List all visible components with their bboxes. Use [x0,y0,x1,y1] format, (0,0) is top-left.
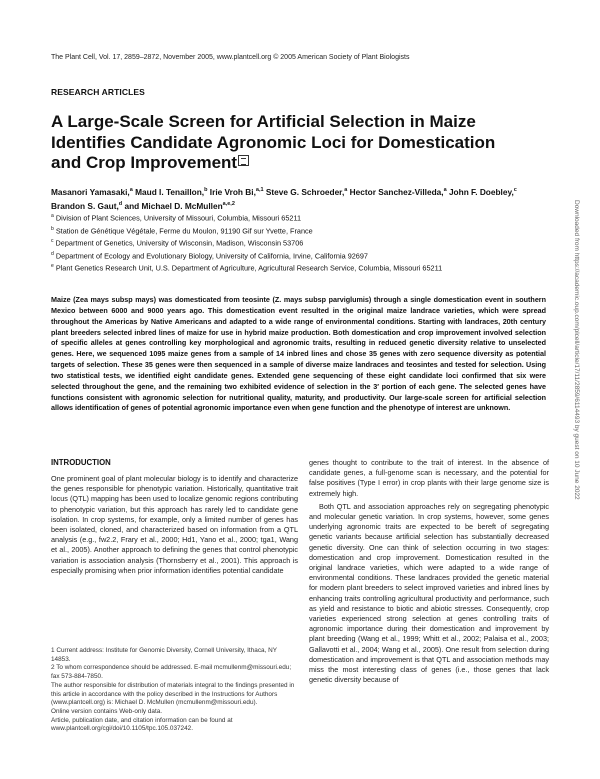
intro-paragraph-right-1: genes thought to contribute to the trait of interest. In the absence of candidate genes, a full-genome scan is necessary, and the potential for false positives (Type I error) in crop plants with their large genome size is extremely high. [309,458,549,498]
journal-header: The Plant Cell, Vol. 17, 2859–2872, November 2005, www.plantcell.org © 2005 American Society of Plant Biologists [51,54,410,61]
left-column [51,458,298,576]
article-title [51,112,511,174]
section-label: RESEARCH ARTICLES [51,87,145,97]
author: John F. Doebley,$^c$ [448,186,517,197]
footnote: Online version contains Web-only data. [51,707,163,715]
affiliation: $^b$ Station de Génétique Végétale, Ferme du Moulon, 91190 Gif sur Yvette, France [51,225,313,235]
footnote: 1 Current address: Institute for Genomic Diversity, Cornell University, Ithaca, NY 14853. [51,647,277,663]
author: Masanori Yamasaki,$^a$ [51,186,133,197]
title-text: A Large-Scale Screen for Artificial Selection in Maize Identifies Candidate Agronomic Loci for Domestication and Crop Improvement [51,112,496,172]
footnote: The author responsible for distribution of materials integral to the findings presented in this article in accordance with the policy described in the Instructions for Authors (www.plantcell.org) is: Michael D. McMullen (mcmullenm@missouri.edu). [51,681,295,707]
intro-paragraph-right-2: Both QTL and association approaches rely on segregating phenotypic and molecular genetic variation. In crop systems, however, some genes underlying agronomic traits are expected to be bereft of segregating genetic variants because artificial selection has substantially decreased genetic diversity. One can think of selection occurring in two stages: domestication and crop improvement. Domestication resulted in the original landrace varieties, which were adapted to a wide range of environmental conditions. These landraces provided the genetic material for modern plant breeders to select improved varieties and inbred lines by enhancing traits controlling agricultural productivity and performance, such as yield and resistance to biotic and abiotic stresses. Consequently, crop varieties experienced strong selection at genes controlling traits of agronomic importance during their domestication and improvement by plant breeding (Wang et al., 1999; Whitt et al., 2002; Palaisa et al., 2003; Gallavotti et al., 2004; Wang et al., 2005). One result from selection during domestication and improvement is that QTL and association methods may miss the most interesting class of genes (i.e., those genes that lack genetic diversity because of [309,501,549,685]
author: Maud I. Tenaillon,$^b$ [135,186,208,197]
affiliation: $^d$ Department of Ecology and Evolutionary Biology, University of California, Irvine, California 92697 [51,250,368,260]
affiliation: $^a$ Division of Plant Sciences, University of Missouri, Columbia, Missouri 65211 [51,213,302,223]
download-watermark: Downloaded from https://academic.oup.com/plcell/article/17/11/2859/6114493 by guest on 10 June 2022 [573,200,580,500]
abstract: Maize (Zea mays subsp mays) was domesticated from teosinte (Z. mays subsp parviglumis) through a single domestication event in southern Mexico between 6000 and 9000 years ago. This domestication event resulted in the original maize landrace varieties, which were spread throughout the Americas by Native Americans and adapted to a wide range of environmental conditions. Starting with landraces, 20th century plant breeders selected inbred lines of maize for use in hybrid maize production. Both domestication and crop improvement involved selection of specific alleles at genes controlling key morphological and agronomic traits, resulting in reduced genetic diversity relative to unselected genes. Here, we sequenced 1095 maize genes from a sample of 14 inbred lines and chose 35 genes with zero sequence diversity as potential targets of selection. These 35 genes were then sequenced in a sample of diverse maize landraces and teosintes and tested for selection. Using two statistical tests, we identified eight candidate genes. Extended gene sequencing of these eight candidate loci confirmed that six were selected throughout the gene, and the remaining two exhibited evidence of selection in the 3′ portion of each gene. The selected genes have functions consistent with agronomic selection for nutritional quality, maturity, and productivity. Our large-scale screen for artificial selection allows identification of genes of potential agronomic importance even when gene function and the phenotype of interest are unknown. [51,295,546,413]
affiliation-list [51,211,531,274]
affiliation: $^c$ Department of Genetics, University of Wisconsin, Madison, Wisconsin 53706 [51,238,304,248]
introduction-heading: INTRODUCTION [51,458,111,467]
author: Steve G. Schroeder,$^a$ [265,186,348,197]
right-column [309,458,549,685]
author-list [51,184,521,212]
affiliation: $^e$ Plant Genetics Research Unit, U.S. Department of Agriculture, Agricultural Research Service, Columbia, Missouri 65211 [51,263,443,273]
author: Hector Sanchez-Villeda,$^a$ [349,186,447,197]
intro-paragraph-left: One prominent goal of plant molecular biology is to identify and characterize the genes responsible for phenotypic variation. Historically, quantitative trait locus (QTL) mapping has been used to localize genomic regions contributing to phenotypic variation, but this approach has rarely led to candidate gene isolation. In crop systems, for example, only a limited number of genes has been isolated, cloned, and characterized based on information from a QTL analysis (e.g., fw2.2, Frary et al., 2000; Hd1, Yano et al., 2000; tga1, Wang et al., 2005). Another approach to defining the genes that control phenotypic variation is association analysis (Thornsberry et al., 2001). This approach is especially promising when prior information identifies potential candidate [51,474,298,575]
online-data-icon [238,155,249,166]
footnote: 2 To whom correspondence should be addressed. E-mail mcmullenm@missouri.edu; fax 573-884-7850. [51,664,292,681]
author: Irie Vroh Bi,$^{a,1}$ [209,186,264,197]
footnotes [51,647,298,734]
author: and Michael D. McMullen$^{a,e,2}$ [124,200,235,211]
author: Brandon S. Gaut,$^d$ [51,200,123,211]
footnote: Article, publication date, and citation information can be found at www.plantcell.org/cgi/doi/10.1105/tpc.105.037242. [51,716,233,733]
